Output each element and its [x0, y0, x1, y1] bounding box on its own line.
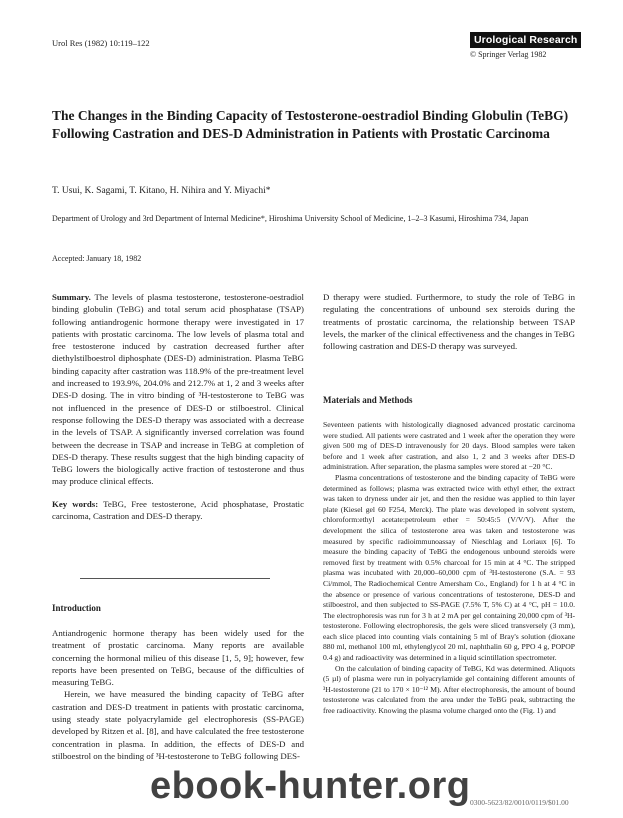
copyright-notice: © Springer Verlag 1982	[470, 50, 547, 59]
accepted-date: Accepted: January 18, 1982	[52, 254, 142, 263]
keywords-paragraph	[52, 498, 304, 523]
summary-text: The levels of plasma testosterone, testosterone-oestradiol binding globulin (TeBG) and total serum acid phosphatase (TSAP) following antiandrogenic hormone therapy were investigated in 17 patients with prostatic carcinoma. The low levels of plasma total and free testosterone induced by castration decreased further after diethylstilboestrol diphosphate (DES-D) administration. Plasma TeBG binding capacity after castration was 118.9% of the pre-treatment level and increased to 193.9%, 204.0% and 212.7% at 1, 2 and 3 weeks after DES-D dosing. The in vitro binding of ³H-testosterone to TeBG was not influenced in the presence of DES-D or stilboestrol. Clinical response following the DES-D therapy was associated with a decrease in the levels of TSAP. A significantly inversed correlation was found between the decrease in TSAP and increase in TeBG at completion of DES-D therapy. These results suggest that the high binding capacity of TeBG lowers the biologically active fraction of testosterone and thus may produce clinical effects.	[52, 292, 304, 487]
introduction-column	[52, 627, 304, 762]
journal-citation: Urol Res (1982) 10:119–122	[52, 38, 150, 48]
methods-heading: Materials and Methods	[323, 395, 413, 405]
methods-paragraph-1: Seventeen patients with histologically diagnosed advanced prostatic carcinoma were studied. All patients were castrated and 1 week after the operation they were given 500 mg of DES-D intravenously for 20 days. Blood samples were taken before and 1 week after castration, and also 1, 2 and 3 weeks after DES-D administration. After separation, the plasma samples were stored at −20 °C.	[323, 420, 575, 472]
keywords-text: TeBG, Free testosterone, Acid phosphatase, Prostatic carcinoma, Castration and DES-D therapy.	[52, 498, 305, 522]
introduction-heading: Introduction	[52, 603, 101, 613]
methods-column	[323, 420, 575, 717]
section-divider	[80, 578, 270, 579]
methods-paragraph-3: On the calculation of binding capacity of TeBG, Kd was determined. Aliquots (5 µl) of plasma were run in polyacrylamide gel containing different amounts of ³H-testosterone (21 to 170 × 10⁻¹² M). After electrophoresis, the amount of bound testosterone was calculated from the area under the TeBG peak, subtracting the free radioactivity. Knowing the plasma volume charged onto the (Fig. 1) and	[323, 663, 575, 716]
keywords-label: Key words:	[52, 498, 99, 509]
watermark: ebook-hunter.org	[150, 765, 471, 807]
article-code: 0300-5623/82/0010/0119/$01.00	[470, 798, 569, 807]
summary-label: Summary.	[52, 292, 91, 302]
intro-continuation	[323, 291, 575, 352]
summary-paragraph	[52, 291, 304, 488]
intro-paragraph-1: Antiandrogenic hormone therapy has been widely used for the treatment of prostatic carcinoma. Many reports are available concerning the hormonal milieu of this disease [1, 5, 9]; however, few reports have been presented on TeBG, because of the difficulties of measuring TeBG.	[52, 628, 304, 688]
author-list: T. Usui, K. Sagami, T. Kitano, H. Nihira and Y. Miyachi*	[52, 186, 271, 196]
abstract-column	[52, 291, 304, 522]
journal-brand	[470, 30, 588, 59]
intro-paragraph-2: Herein, we have measured the binding capacity of TeBG after castration and DES-D treatment in patients with prostatic carcinoma, using steady state polyacrylamide gel electrophoresis (SS-PAGE) developed by Ritzen et al. [8], and have calculated the free testosterone concentration in plasma. In addition, the effects of DES-D and stilboestrol on the binding of ³H-testosterone to TeBG following DES-	[52, 689, 304, 761]
article-title: The Changes in the Binding Capacity of Testosterone-oestradiol Binding Globulin (TeBG) Following Castration and DES-D Administration in Patients with Prostatic Carcinoma	[52, 108, 569, 141]
intro-continuation-text: D therapy were studied. Furthermore, to study the role of TeBG in regulating the concentrations of unbound sex steroids during the treatments of prostatic carcinoma, the relationship between TSAP levels, the marker of the clinical effectiveness and the changes in TeBG following castration and DES-D therapy was surveyed.	[323, 292, 575, 352]
journal-logo: Urological Research	[470, 32, 581, 48]
affiliation: Department of Urology and 3rd Department of Internal Medicine*, Hiroshima University School of Medicine, 1–2–3 Kasumi, Hiroshima 734, Japan	[52, 214, 529, 223]
methods-paragraph-2: Plasma concentrations of testosterone and the binding capacity of TeBG were determined as follows; plasma was extracted twice with ethyl ether, the extract was taken to dryness under air jet, and then the residue was applied to thin layer plate (Kiesel gel 60 F254, Merck). The plate was developed in solvent system, chloroform:ethyl acetate:petroleum ether = 50:45:5 (V/V/V). After the development the silica of testosterone area was taken and testosterone was measured by specific radioimmunoassay of Nieschlag and Loriaux [6]. To measure the binding capacity of TeBG the endogenous unbound steroids were removed first by treatment with 0.5% charcoal for 15 min at 4 °C. The stripped plasma was incubated with 20,000–60,000 cpm of ³H-testosterone (S.A. = 93 Ci/mmol, The Radiochemical Centre Amersham Co., England) for 1 h at 4 °C in the absence or presence of various concentrations of testosterone, DES-D and stilboestrol, and then subjected to SS-PAGE (7.5% T, 5% C) at 4 °C, pH = 10.0. The electrophoresis was run for 3 h at 2 mA per gel containing 20,000 cpm of ³H-testosterone. Following electrophoresis, the gels were sliced transversely (3 mm), each slice placed into counting vials containing 5 ml of Bray's solution (dioxane 880 ml, methanol 100 ml, ethylenglycol 20 ml, naphthalin 60 g, PPO 4 g, POPOP 0.4 g) and radioactivity was determined in a liquid scintillation spectrometer.	[323, 472, 575, 663]
